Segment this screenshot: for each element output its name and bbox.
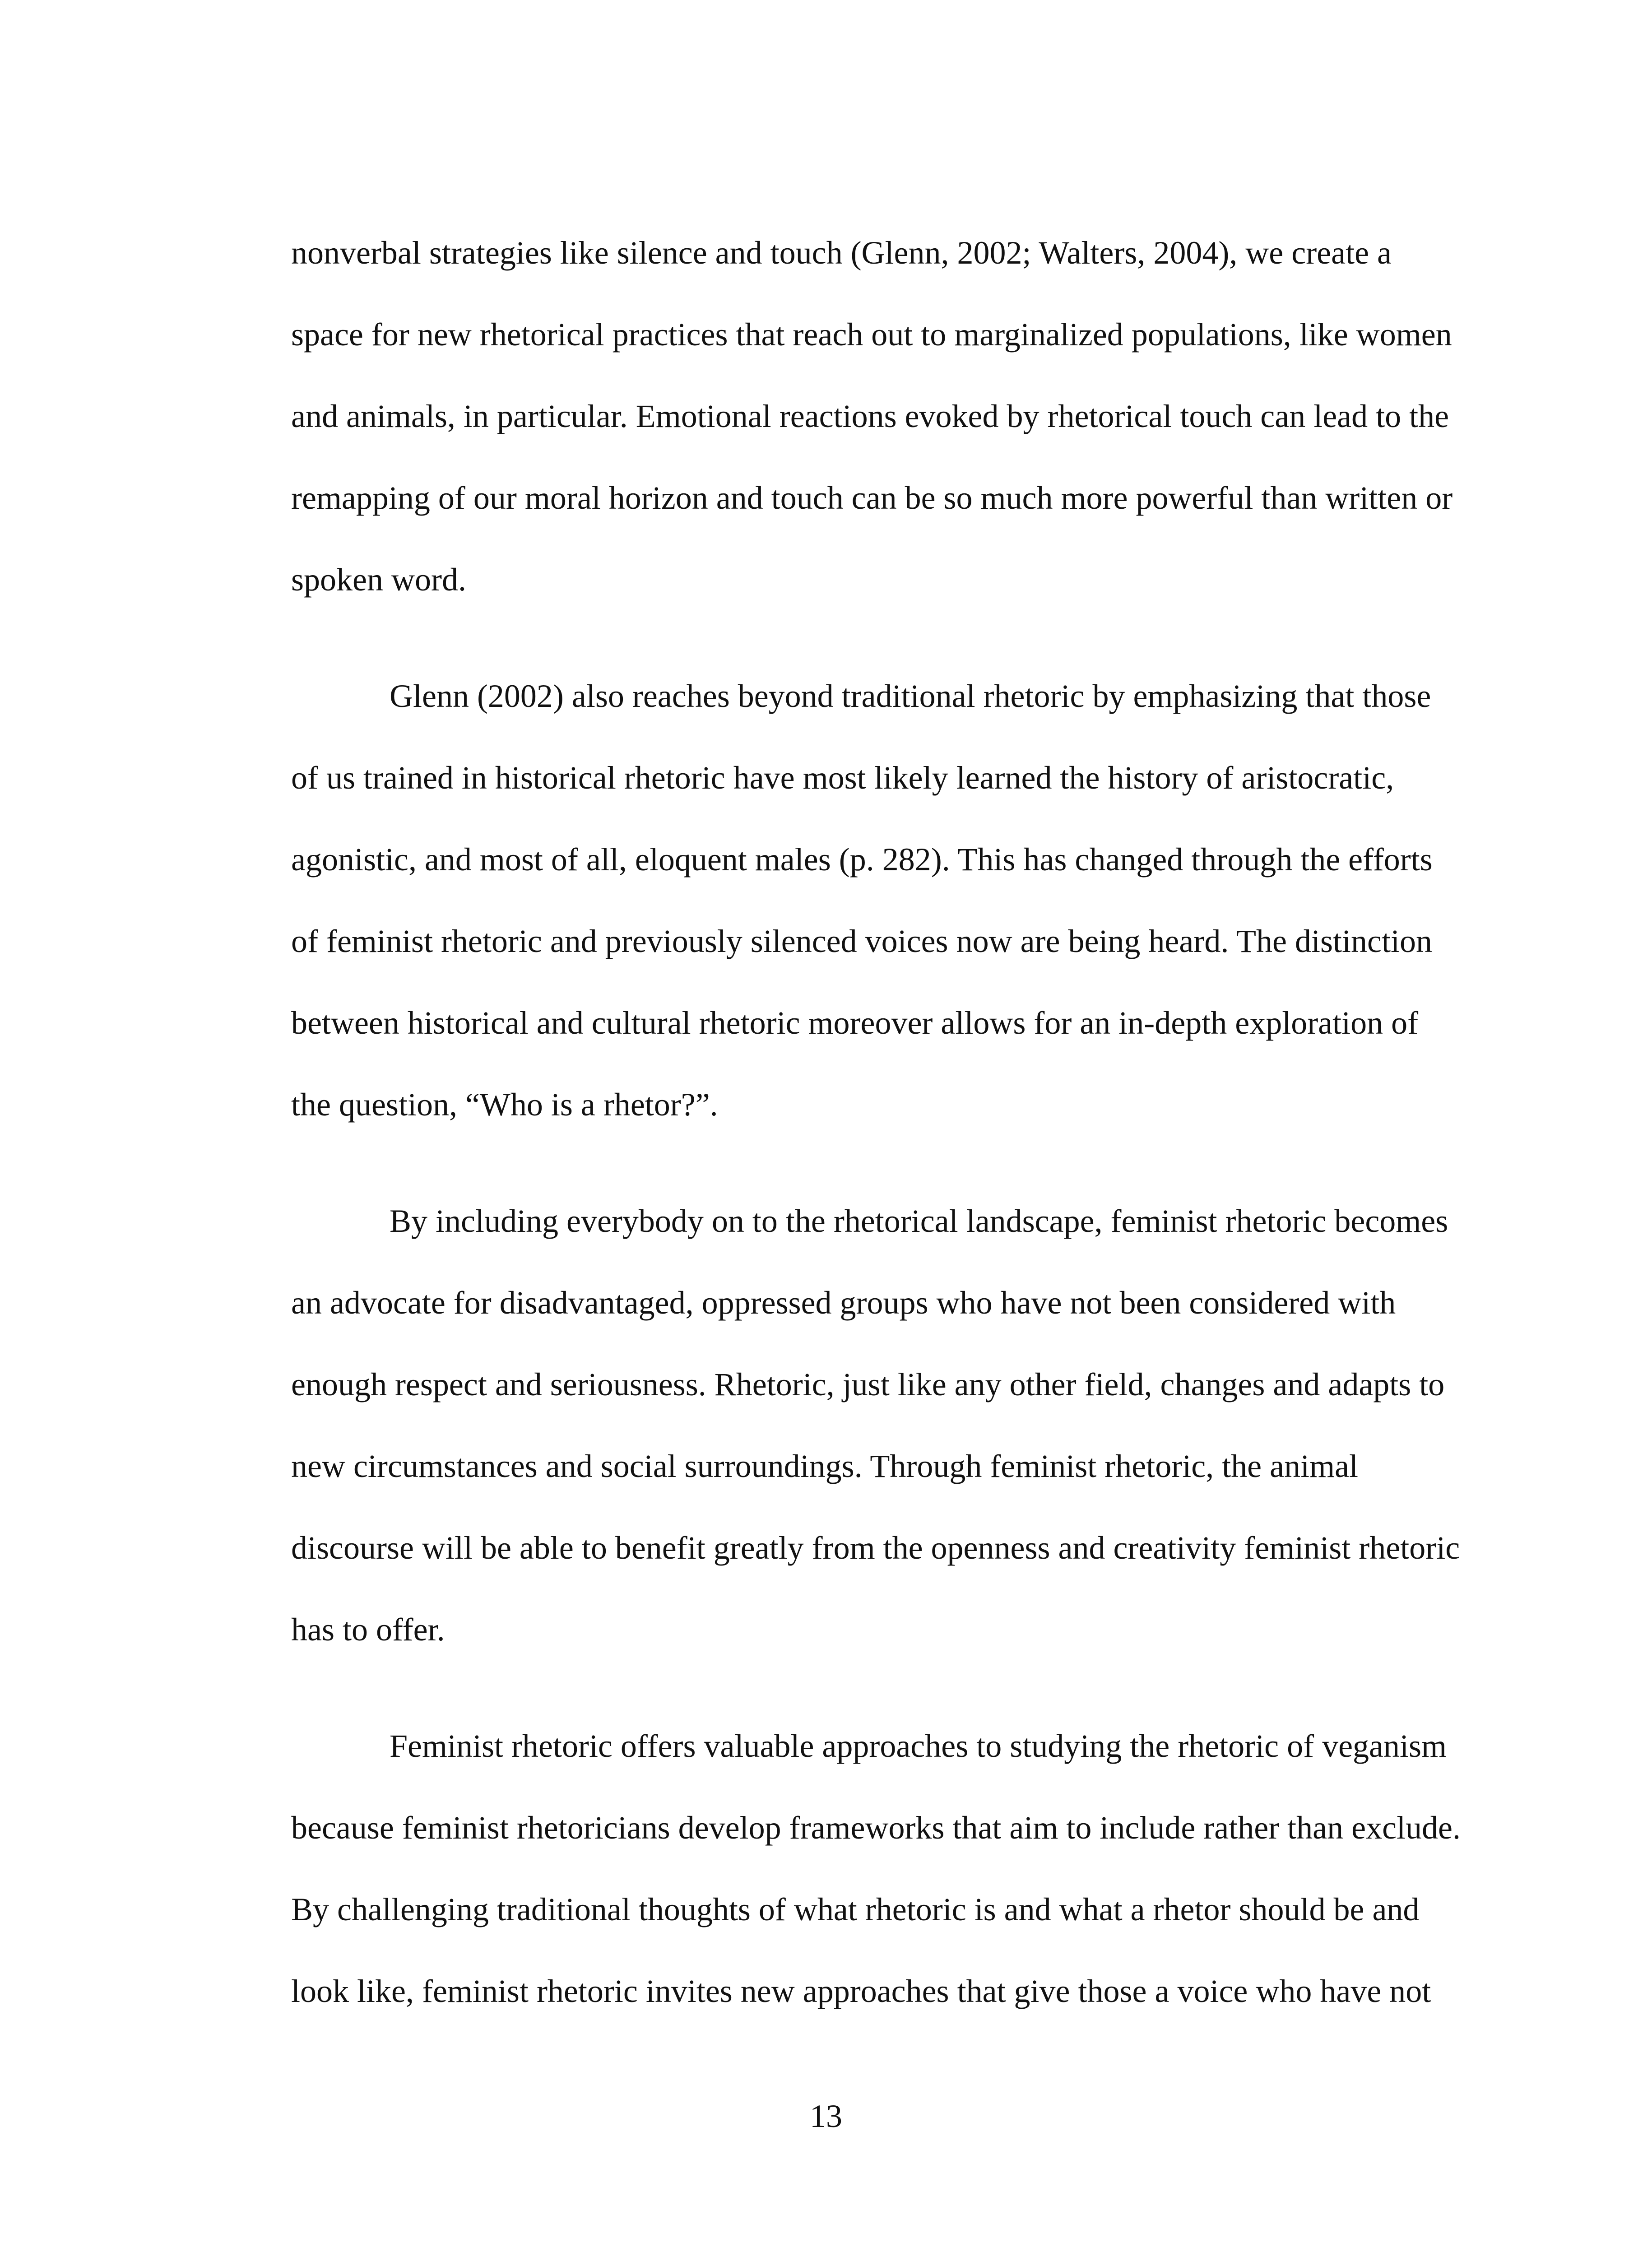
text-line: space for new rhetorical practices that reach out to marginalized populations, like women <box>291 316 1452 353</box>
text-line: has to offer. <box>291 1611 445 1648</box>
text-line: new circumstances and social surroundings. Through feminist rhetoric, the animal <box>291 1448 1359 1484</box>
paragraph-veganism <box>291 1705 1469 2032</box>
text-line: agonistic, and most of all, eloquent males (p. 282). This has changed through the efforts <box>291 841 1433 878</box>
text-line: spoken word. <box>291 562 466 598</box>
body-text <box>291 212 1469 2032</box>
text-line: an advocate for disadvantaged, oppressed groups who have not been considered with <box>291 1285 1396 1321</box>
text-line: of feminist rhetoric and previously silenced voices now are being heard. The distinction <box>291 923 1432 959</box>
paragraph-inclusion <box>291 1180 1469 1671</box>
paragraph-glenn <box>291 655 1469 1146</box>
page-number: 13 <box>810 2098 842 2134</box>
text-line: of us trained in historical rhetoric have most likely learned the history of aristocratic, <box>291 760 1394 796</box>
text-line: By challenging traditional thoughts of what rhetoric is and what a rhetor should be and <box>291 1891 1420 1927</box>
text-line: nonverbal strategies like silence and touch (Glenn, 2002; Walters, 2004), we create a <box>291 235 1392 271</box>
text-line: By including everybody on to the rhetorical landscape, feminist rhetoric becomes <box>390 1203 1448 1239</box>
text-line: and animals, in particular. Emotional reactions evoked by rhetorical touch can lead to the <box>291 398 1449 434</box>
text-line: Glenn (2002) also reaches beyond traditional rhetoric by emphasizing that those <box>390 678 1431 714</box>
text-line: enough respect and seriousness. Rhetoric, just like any other field, changes and adapts to <box>291 1366 1445 1402</box>
text-line: remapping of our moral horizon and touch can be so much more powerful than written or <box>291 480 1453 516</box>
paragraph-continuation <box>291 212 1469 621</box>
text-line: the question, “Who is a rhetor?”. <box>291 1087 718 1123</box>
text-line: because feminist rhetoricians develop frameworks that aim to include rather than exclude. <box>291 1810 1461 1846</box>
text-line: between historical and cultural rhetoric moreover allows for an in-depth exploration of <box>291 1005 1419 1041</box>
text-line: Feminist rhetoric offers valuable approaches to studying the rhetoric of veganism <box>390 1728 1447 1764</box>
text-line: look like, feminist rhetoric invites new approaches that give those a voice who have not <box>291 1973 1431 2009</box>
text-line: discourse will be able to benefit greatly from the openness and creativity feminist rhetoric <box>291 1530 1460 1566</box>
